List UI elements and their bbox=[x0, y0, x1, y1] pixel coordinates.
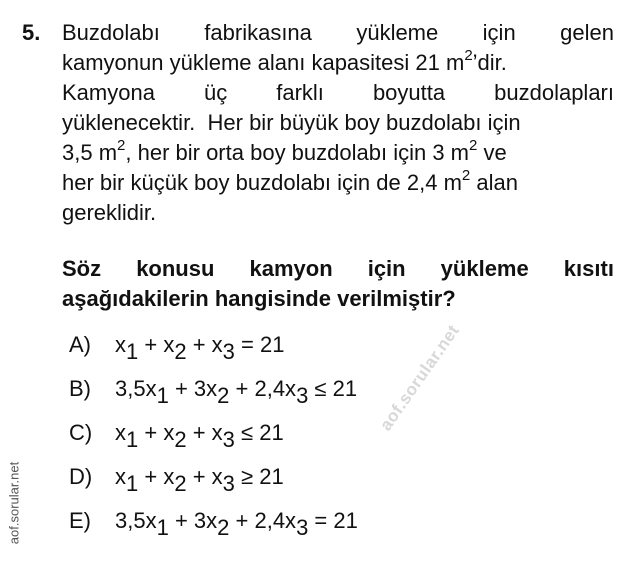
superscript: 2 bbox=[469, 136, 478, 154]
option-letter: C) bbox=[69, 420, 93, 445]
option-letter: D) bbox=[69, 464, 93, 489]
stem-word: Buzdolabı bbox=[62, 20, 160, 45]
stem-word: yükleme bbox=[356, 20, 439, 45]
option-d[interactable] bbox=[69, 462, 358, 506]
superscript: 2 bbox=[461, 166, 471, 184]
stem-line-5 bbox=[62, 138, 614, 168]
superscript: 2 bbox=[464, 46, 473, 64]
prompt-word: yükleme bbox=[440, 256, 529, 281]
stem-word: gelen bbox=[560, 20, 614, 45]
stem-text: ’dir. bbox=[472, 50, 507, 75]
stem-text: ve bbox=[477, 140, 507, 165]
stem-word: için bbox=[482, 20, 516, 45]
stem-word: buzdolapları bbox=[494, 80, 614, 105]
stem-line-4 bbox=[62, 108, 614, 138]
prompt-word: konusu bbox=[136, 256, 215, 281]
stem-line-7 bbox=[62, 198, 614, 228]
stem-word: fabrikasına bbox=[204, 20, 312, 45]
stem-line-1 bbox=[62, 18, 614, 48]
prompt-word: kamyon bbox=[249, 256, 333, 281]
option-expression: $x_1 + x_2 + x_3 = 21$ bbox=[115, 332, 285, 364]
option-a[interactable] bbox=[69, 330, 358, 374]
prompt-word: için bbox=[367, 256, 406, 281]
stem-word: farklı bbox=[276, 80, 324, 105]
option-letter: E) bbox=[69, 508, 91, 533]
question-number: 5. bbox=[22, 20, 41, 45]
stem-word: üç bbox=[203, 80, 228, 105]
question-stem bbox=[62, 18, 614, 228]
prompt-text: aşağıdakilerin hangisinde verilmiştir? bbox=[62, 286, 456, 311]
stem-text: kamyonun yükleme alanı kapasitesi 21 m bbox=[62, 50, 465, 75]
stem-line-3 bbox=[62, 78, 614, 108]
question-prompt bbox=[62, 254, 614, 314]
prompt-word: Söz bbox=[62, 256, 102, 281]
stem-word: Kamyona bbox=[62, 80, 155, 105]
stem-text: gereklidir. bbox=[62, 200, 157, 225]
option-c[interactable] bbox=[69, 418, 358, 462]
superscript: 2 bbox=[117, 136, 126, 154]
option-expression: $x_1 + x_2 + x_3 \ge 21$ bbox=[115, 464, 284, 496]
answer-options bbox=[69, 330, 358, 550]
stem-line-6 bbox=[62, 168, 614, 198]
option-b[interactable] bbox=[69, 374, 358, 418]
prompt-word: kısıtı bbox=[563, 256, 614, 281]
stem-text: 3,5 m bbox=[62, 140, 118, 165]
stem-line-2 bbox=[62, 48, 614, 78]
stem-text: yüklenecektir. Her bir büyük boy buzdolabı için bbox=[62, 110, 521, 135]
option-letter: A) bbox=[69, 332, 91, 357]
side-watermark: aof.sorular.net bbox=[6, 461, 22, 545]
stem-text: alan bbox=[470, 170, 518, 195]
stem-text: her bir küçük boy buzdolabı için de 2,4 m bbox=[62, 170, 462, 195]
option-expression: $x_1 + x_2 + x_3 \le 21$ bbox=[115, 420, 284, 452]
option-expression: $3,5x_1 + 3x_2 + 2,4x_3 = 21$ bbox=[115, 508, 358, 540]
prompt-line-1 bbox=[62, 254, 614, 284]
option-letter: B) bbox=[69, 376, 91, 401]
stem-text: , her bir orta boy buzdolabı için 3 m bbox=[125, 140, 469, 165]
diagonal-watermark: aof.sorular.net bbox=[376, 321, 464, 435]
option-expression: $3,5x_1 + 3x_2 + 2,4x_3 \le 21$ bbox=[115, 376, 358, 408]
prompt-line-2 bbox=[62, 284, 614, 314]
option-e[interactable] bbox=[69, 506, 358, 550]
stem-word: boyutta bbox=[372, 80, 446, 105]
